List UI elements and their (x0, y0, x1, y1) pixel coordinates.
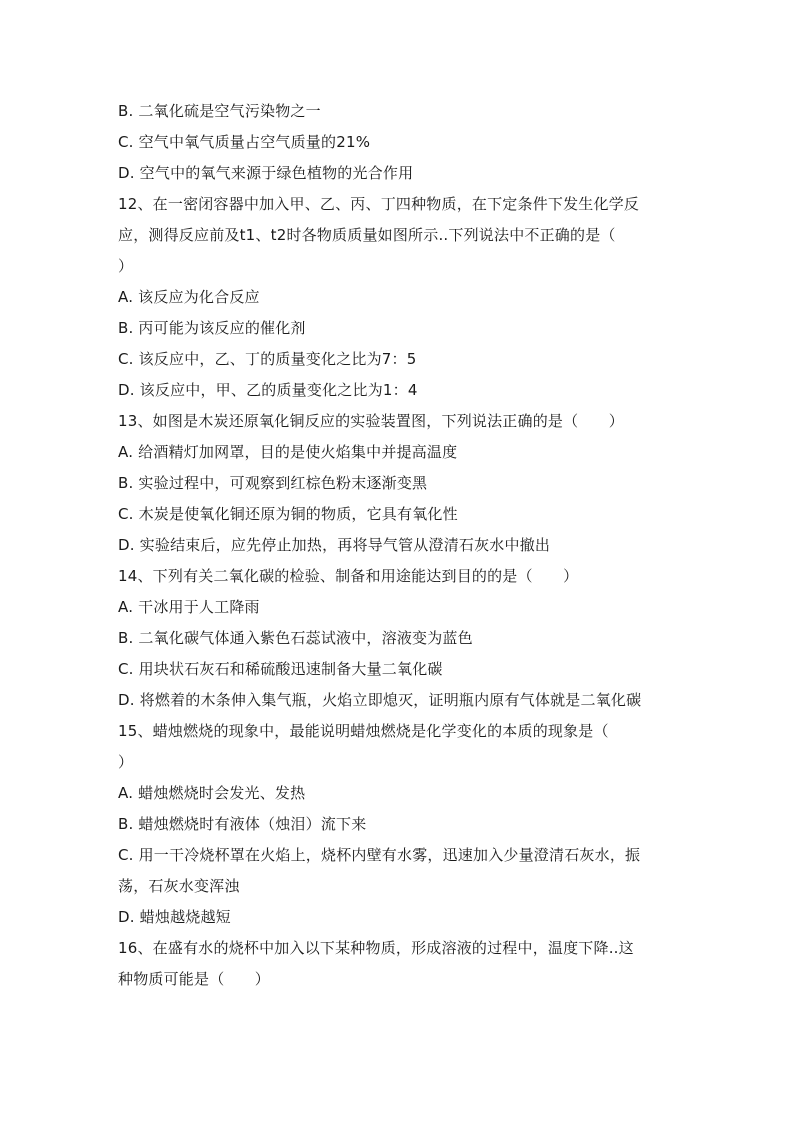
option-12-b: B. 丙可能为该反应的催化剂 (118, 319, 306, 337)
option-14-b: B. 二氧化碳气体通入紫色石蕊试液中，溶液变为蓝色 (118, 629, 473, 647)
option-13-a: A. 给酒精灯加网罩，目的是使火焰集中并提高温度 (118, 443, 458, 461)
option-14-a: A. 干冰用于人工降雨 (118, 598, 260, 616)
question-12-line-1: 12、在一密闭容器中加入甲、乙、丙、丁四种物质，在下定条件下发生化学反 (118, 195, 640, 213)
option-15-d: D. 蜡烛越烧越短 (118, 908, 231, 926)
document-content (118, 96, 678, 995)
option-15-b: B. 蜡烛燃烧时有液体（烛泪）流下来 (118, 815, 367, 833)
question-13: 13、如图是木炭还原氧化铜反应的实验装置图，下列说法正确的是（ ） (118, 412, 624, 430)
option-12-d: D. 该反应中，甲、乙的质量变化之比为1：4 (118, 381, 418, 399)
option-12-c: C. 该反应中，乙、丁的质量变化之比为7：5 (118, 350, 417, 368)
option-11-d: D. 空气中的氧气来源于绿色植物的光合作用 (118, 164, 414, 182)
option-14-d: D. 将燃着的木条伸入集气瓶，火焰立即熄灭，证明瓶内原有气体就是二氧化碳 (118, 691, 642, 709)
option-15-a: A. 蜡烛燃烧时会发光、发热 (118, 784, 306, 802)
option-11-c: C. 空气中氧气质量占空气质量的21% (118, 133, 371, 151)
option-11-b: B. 二氧化硫是空气污染物之一 (118, 102, 321, 120)
question-14: 14、下列有关二氧化碳的检验、制备和用途能达到目的的是（ ） (118, 567, 579, 585)
option-13-d: D. 实验结束后，应先停止加热，再将导气管从澄清石灰水中撤出 (118, 536, 551, 554)
option-15-c-line-2: 荡，石灰水变浑浊 (118, 877, 240, 895)
question-12-line-2: 应，测得反应前及t1、t2时各物质质量如图所示..下列说法中不正确的是（ (118, 226, 616, 244)
option-13-c: C. 木炭是使氧化铜还原为铜的物质，它具有氧化性 (118, 505, 458, 523)
question-15-line-2: ） (118, 753, 134, 771)
option-15-c-line-1: C. 用一干冷烧杯罩在火焰上，烧杯内壁有水雾，迅速加入少量澄清石灰水，振 (118, 846, 641, 864)
option-12-a: A. 该反应为化合反应 (118, 288, 260, 306)
question-15-line-1: 15、蜡烛燃烧的现象中，最能说明蜡烛燃烧是化学变化的本质的现象是（ (118, 722, 609, 740)
option-13-b: B. 实验过程中，可观察到红棕色粉末逐渐变黑 (118, 474, 428, 492)
question-12-line-3: ） (118, 257, 134, 275)
question-16-line-1: 16、在盛有水的烧杯中加入以下某种物质，形成溶液的过程中，温度下降..这 (118, 939, 634, 957)
option-14-c: C. 用块状石灰石和稀硫酸迅速制备大量二氧化碳 (118, 660, 443, 678)
question-16-line-2: 种物质可能是（ ） (118, 970, 271, 988)
